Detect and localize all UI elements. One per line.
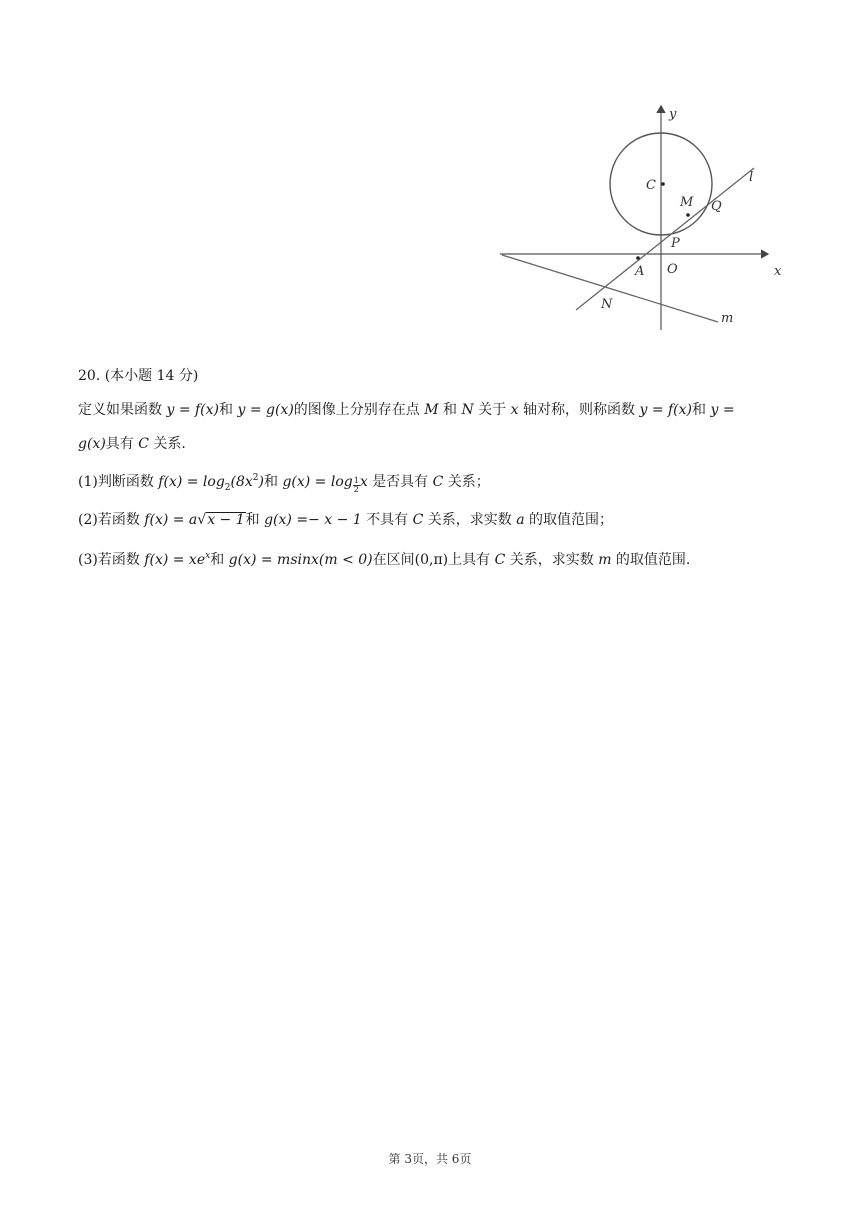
label-o: O: [667, 262, 678, 277]
problem-part2: [78, 512, 613, 528]
problem-part1: [78, 470, 490, 496]
math: M: [424, 402, 439, 418]
line-l: [576, 168, 754, 310]
math-superscript: 2: [252, 473, 259, 483]
text: 关系.: [148, 436, 186, 452]
label-a: A: [635, 264, 645, 279]
math: a: [516, 512, 525, 528]
label-x: x: [774, 264, 782, 279]
math: (8x: [230, 474, 253, 490]
text: 上具有: [448, 552, 495, 568]
text: 是否具有: [367, 474, 433, 490]
text: 在区间: [372, 552, 415, 568]
label-q: Q: [711, 199, 722, 214]
math: f(x) = a: [144, 512, 198, 528]
text: 关系，求实数: [423, 512, 517, 528]
math: g(x) = log: [282, 474, 353, 490]
problem-part3: [78, 548, 690, 568]
math-superscript: x: [205, 551, 211, 561]
point-a: [636, 256, 640, 260]
text: 的取值范围.: [611, 552, 691, 568]
math: C: [494, 552, 506, 568]
fraction-denominator: 2: [353, 485, 359, 494]
text: 关系，求实数: [505, 552, 599, 568]
point-m: [686, 213, 690, 217]
math: f(x) = log: [158, 474, 225, 490]
text: 若函数: [97, 512, 145, 528]
label-m-point: M: [680, 195, 694, 210]
label-y: y: [669, 107, 677, 122]
text: 具有: [105, 436, 139, 452]
math: g(x): [78, 436, 106, 452]
math: f(x) = xe: [144, 552, 206, 568]
text: 轴对称，则称函数: [518, 402, 640, 418]
text: 不具有: [361, 512, 413, 528]
text: 若函数: [97, 552, 145, 568]
math: ): [258, 474, 264, 490]
text: 和: [219, 402, 238, 418]
text: 和: [245, 512, 265, 528]
math: g(x) = msinx(m < 0): [228, 552, 373, 568]
text: 判断函数: [97, 474, 159, 490]
math: C: [412, 512, 424, 528]
math: y = g(x): [237, 402, 294, 418]
label-c: C: [646, 178, 656, 193]
math: y =: [710, 402, 735, 418]
text: 关于: [473, 402, 511, 418]
sqrt-symbol: √x − 1: [197, 512, 245, 528]
text: 的图像上分别存在点: [293, 402, 425, 418]
fraction-numerator: 1: [353, 476, 359, 485]
problem-intro-line1: [78, 402, 735, 418]
math-radicand: x − 1: [207, 512, 245, 528]
label-p: P: [671, 236, 680, 251]
math: g(x) =− x − 1: [264, 512, 362, 528]
part-number: (3): [78, 552, 98, 568]
label-n: N: [601, 297, 613, 312]
label-m-line: m: [721, 311, 734, 326]
math: m: [598, 552, 612, 568]
text: 的取值范围；: [524, 512, 614, 528]
text: 关系；: [443, 474, 490, 490]
math: (0,π): [414, 552, 449, 568]
math: y = f(x): [166, 402, 219, 418]
math-subscript: 2: [224, 483, 231, 493]
math: x: [510, 402, 519, 418]
math-fraction: [353, 477, 360, 494]
label-l: l: [749, 170, 754, 185]
math: N: [461, 402, 474, 418]
text: 和: [438, 402, 462, 418]
page-footer: 第 3页，共 6页: [388, 1152, 472, 1166]
text: 和: [210, 552, 229, 568]
part-number: (2): [78, 512, 98, 528]
text: 和: [264, 474, 283, 490]
text: 和: [692, 402, 711, 418]
math: C: [432, 474, 444, 490]
part-number: (1): [78, 474, 98, 490]
math: y = f(x): [639, 402, 692, 418]
math: C: [138, 436, 149, 452]
point-c: [661, 182, 665, 186]
math: x: [359, 474, 368, 490]
problem-intro-line2: [78, 436, 186, 452]
text: 定义如果函数: [78, 402, 167, 418]
geometry-figure: [498, 100, 790, 336]
problem-header: 20. (本小题 14 分): [78, 368, 199, 384]
